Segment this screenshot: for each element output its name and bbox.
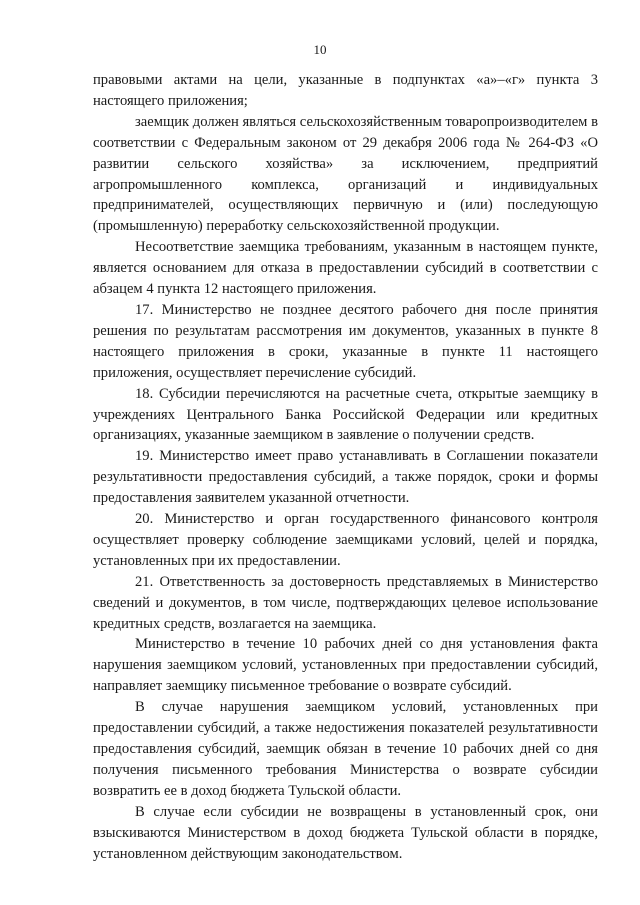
- paragraph-return-obligation: В случае нарушения заемщиком условий, установленных при предоставлении субсидий, а также недостижения показателей результативности предоставления субсидий, заемщик обязан в течение 10 рабочих дней со дня получения письменного требования Министерства о возврате субсидии возвратить ее в доход бюджета Тульской области.: [93, 699, 598, 799]
- paragraph-item-19: 19. Министерство имеет право устанавливать в Соглашении показатели результативности предоставления субсидий, а также порядок, сроки и формы предоставления заявителем указанной отчетности.: [93, 448, 598, 507]
- paragraph-item-21: 21. Ответственность за достоверность представляемых в Министерство сведений и документов, в том числе, подтверждающих целевое использование кредитных средств, возлагается на заемщика.: [93, 573, 598, 632]
- document-body: [93, 70, 598, 864]
- paragraph-recovery: В случае если субсидии не возвращены в установленный срок, они взыскиваются Министерством в доход бюджета Тульской области в порядке, установленном действующим законодательством.: [93, 803, 598, 862]
- page-number: 10: [313, 42, 327, 57]
- paragraph-borrower-requirement: заемщик должен являться сельскохозяйственным товаропроизводителем в соответствии с Федеральным законом от 29 декабря 2006 года № 264-ФЗ «О развитии сельского хозяйства» за исключением, предприятий агропромышленного комплекса, организаций и индивидуальных предпринимателей, осуществляющих первичную и (или) последующую (промышленную) переработку сельскохозяйственной продукции.: [93, 113, 598, 235]
- paragraph-item-20: 20. Министерство и орган государственного финансового контроля осуществляет проверку соблюдение заемщиками условий, целей и порядка, установленных при их предоставлении.: [93, 511, 598, 569]
- paragraph-violation-notice: Министерство в течение 10 рабочих дней со дня установления факта нарушения заемщиком условий, установленных при предоставлении субсидий, направляет заемщику письменное требование о возврате субсидий.: [93, 636, 598, 695]
- paragraph-item-18: 18. Субсидии перечисляются на расчетные счета, открытые заемщику в учреждениях Центрального Банка Российской Федерации или кредитных организациях, указанные заемщиком в заявление о получении средств.: [93, 385, 598, 444]
- paragraph-continuation: правовыми актами на цели, указанные в подпунктах «а»–«г» пункта 3 настоящего приложения;: [93, 72, 598, 109]
- paragraph-noncompliance: Несоответствие заемщика требованиям, указанным в настоящем пункте, является основанием для отказа в предоставлении субсидий в соответствии с абзацем 4 пункта 12 настоящего приложения.: [93, 239, 598, 298]
- paragraph-item-17: 17. Министерство не позднее десятого рабочего дня после принятия решения по результатам рассмотрения им документов, указанных в пункте 8 настоящего приложения в сроки, указанные в пункте 11 настоящего приложения, осуществляет перечисление субсидий.: [93, 301, 598, 381]
